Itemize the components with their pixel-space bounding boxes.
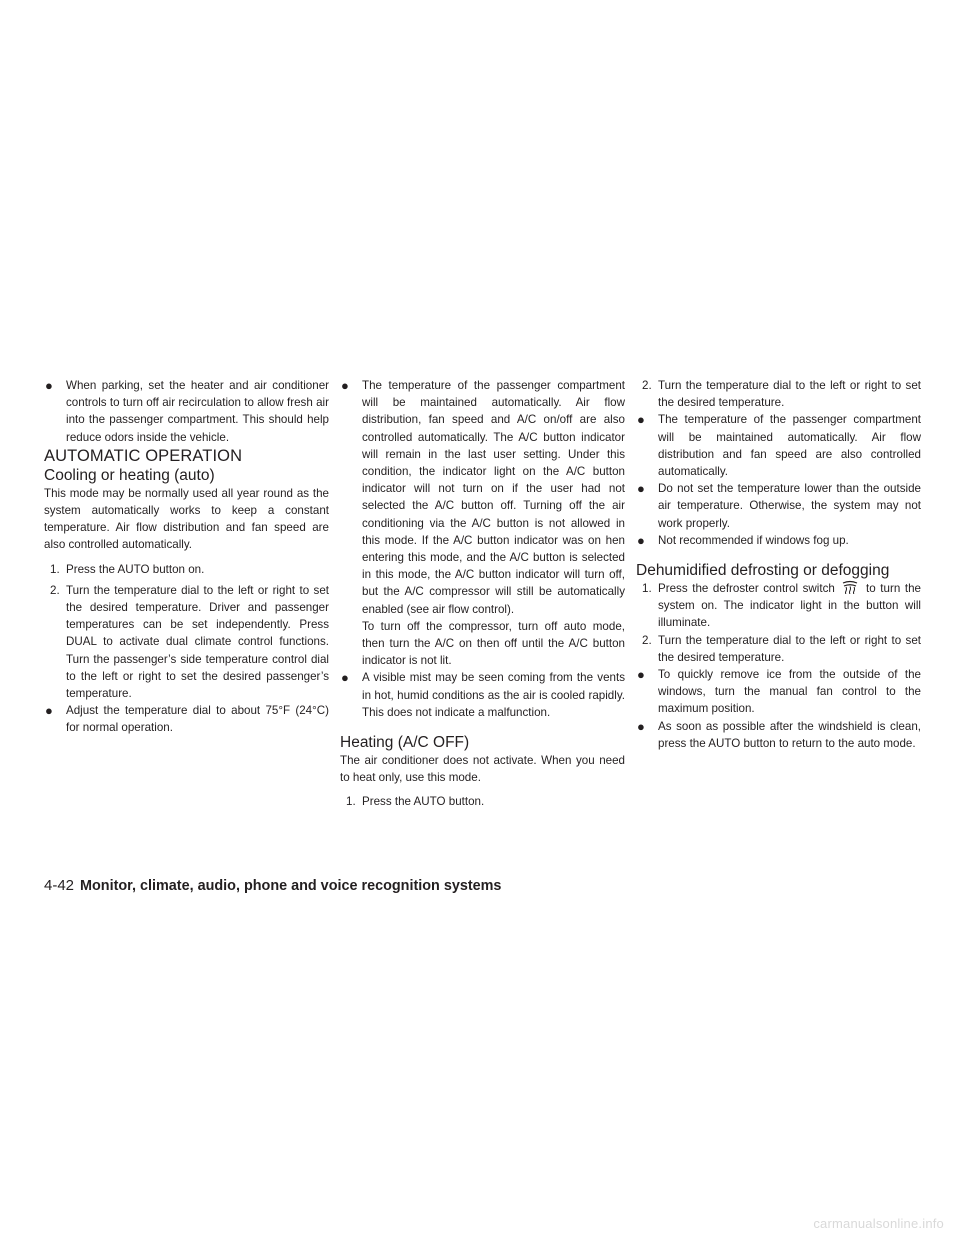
subsection-heading: Heating (A/C OFF): [340, 734, 470, 752]
watermark: carmanualsonline.info: [813, 1216, 944, 1231]
bullet-text: The temperature of the passenger compartment will be maintained automatically. Air flow distribution, fan speed and A/C on/off are also controlled automatically. The A/C button indicator will remain in the last user setting. Under this condition, the indicator light on the A/C button indicator will not turn on if the user had not selected the A/C button off. Turning off the air conditioning via the A/C button is not allowed in this mode. If the A/C button indicator was on hen entering this mode, and the A/C button is selected in this mode, the A/C button indicator will turn off, but the A/C compressor will still be automatically enabled (see air flow control).: [362, 379, 625, 616]
list-item: [340, 793, 625, 810]
bullet-text: As soon as possible after the windshield is clean, press the AUTO button to return to the auto mode.: [658, 719, 921, 750]
step-text: Press the defroster control switch: [658, 582, 835, 596]
list-item: [44, 561, 329, 578]
bullet-icon: ●: [637, 481, 645, 497]
paragraph: This mode may be normally used all year round as the system automatically works to keep a constant temperature. Air flow distribution and fan speed are also controlled automatically.: [44, 486, 329, 552]
bullet-text: When parking, set the heater and air conditioner controls to turn off air recirculation to allow fresh air into the passenger compartment. This should help reduce odors inside the vehicle.: [66, 379, 329, 444]
paragraph: The air conditioner does not activate. When you need to heat only, use this mode.: [340, 754, 625, 785]
step-text: Turn the temperature dial to the left or right to set the desired temperature.: [658, 633, 921, 664]
list-item: [636, 532, 921, 549]
page-footer: [44, 876, 501, 896]
step-number: 2.: [50, 583, 60, 597]
bullet-icon: ●: [341, 378, 349, 393]
list-item: [44, 377, 329, 446]
list-item: [636, 580, 921, 632]
list-item: [636, 718, 921, 752]
bullet-text: Do not set the temperature lower than the outside air temperature. Otherwise, the system may not work properly.: [658, 482, 921, 530]
step-number: 1.: [642, 582, 652, 596]
step-text: Press the AUTO button on.: [66, 562, 205, 576]
section-title: Monitor, climate, audio, phone and voice recognition systems: [80, 878, 502, 894]
list-item: [636, 411, 921, 480]
bullet-text-continued: To turn off the compressor, turn off auto mode, then turn the A/C on then off until the A/C button indicator is not lit.: [362, 619, 625, 668]
bullet-icon: ●: [637, 412, 645, 428]
bullet-icon: ●: [341, 670, 349, 686]
list-item: [636, 632, 921, 666]
list-item: [44, 702, 329, 736]
bullet-icon: ●: [637, 718, 645, 734]
list-item: [636, 666, 921, 718]
defroster-icon: [841, 580, 859, 594]
bullet-icon: ●: [637, 667, 645, 683]
list-item: [340, 377, 625, 669]
step-text: Press the AUTO button.: [362, 795, 485, 809]
bullet-icon: ●: [45, 703, 53, 719]
column-2: [340, 377, 625, 811]
list-item: [636, 480, 921, 532]
list-item: [340, 669, 625, 721]
column-3: [636, 377, 921, 752]
step-number: 1.: [346, 795, 356, 809]
page-number: 4-42: [44, 877, 75, 894]
step-text: Turn the temperature dial to the left or right to set the desired temperature.: [658, 379, 921, 410]
step-number: 2.: [642, 633, 652, 647]
step-number: 2.: [642, 379, 652, 392]
bullet-text: Adjust the temperature dial to about 75°F (24°C) for normal operation.: [66, 704, 329, 735]
subsection-heading: Cooling or heating (auto): [44, 466, 215, 484]
step-text: Turn the temperature dial to the left or right to set the desired temperature. Driver and passenger temperatures can be set independently. Press DUAL to activate dual climate control functions. Turn the passenger’s side temperature control dial to the left or right to set the desired passenger’s temperature.: [66, 583, 329, 701]
section-heading: AUTOMATIC OPERATION: [44, 446, 243, 465]
subsection-heading: Dehumidified defrosting or defogging: [636, 562, 890, 580]
step-text-continued: to turn the system on. The indicator light in the button will illuminate.: [658, 582, 921, 630]
bullet-icon: ●: [45, 378, 53, 393]
bullet-text: The temperature of the passenger compartment will be maintained automatically. Air flow distribution and fan speed are also controlled automatically.: [658, 413, 921, 479]
step-number: 1.: [50, 562, 60, 576]
bullet-text: A visible mist may be seen coming from the vents in hot, humid conditions as the air is cooled rapidly. This does not indicate a malfunction.: [362, 671, 625, 719]
bullet-text: Not recommended if windows fog up.: [658, 533, 849, 547]
bullet-icon: ●: [637, 532, 645, 548]
list-item: [636, 377, 921, 411]
column-1: [44, 377, 329, 737]
list-item: [44, 582, 329, 702]
bullet-text: To quickly remove ice from the outside of the windows, turn the manual fan control to the maximum position.: [658, 668, 921, 716]
